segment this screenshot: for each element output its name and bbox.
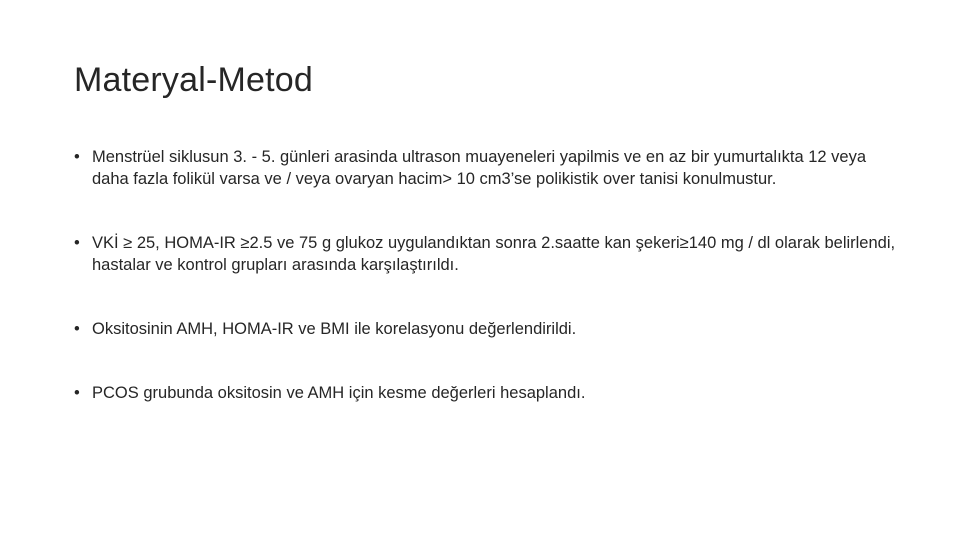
bullet-text: VKİ ≥ 25, HOMA-IR ≥2.5 ve 75 g glukoz uygulandıktan sonra 2.saatte kan şekeri≥140 mg / dl olarak belirlendi, hastalar ve kontrol grupları arasında karşılaştırıldı. bbox=[92, 234, 896, 274]
bullet-dot: • bbox=[74, 148, 80, 166]
bullet-text: Oksitosinin AMH, HOMA-IR ve BMI ile korelasyonu değerlendirildi. bbox=[92, 320, 577, 338]
bullet-dot: • bbox=[74, 320, 80, 338]
bullet-dot: • bbox=[74, 234, 80, 252]
bullet-text: Menstrüel siklusun 3. - 5. günleri arasinda ultrason muayeneleri yapilmis ve en az bir yumurtalıkta 12 veya daha fazla folikül varsa ve / veya ovaryan hacim> 10 cm3’se polikistik over tanisi konulmustur. bbox=[92, 148, 867, 188]
bullet-item bbox=[74, 382, 904, 404]
bullet-item bbox=[74, 318, 904, 340]
bullet-item bbox=[74, 232, 904, 276]
bullet-list bbox=[74, 146, 904, 404]
bullet-text: PCOS grubunda oksitosin ve AMH için kesme değerleri hesaplandı. bbox=[92, 384, 586, 402]
bullet-dot: • bbox=[74, 384, 80, 402]
bullet-item bbox=[74, 146, 904, 190]
slide-title: Materyal-Metod bbox=[74, 61, 313, 99]
